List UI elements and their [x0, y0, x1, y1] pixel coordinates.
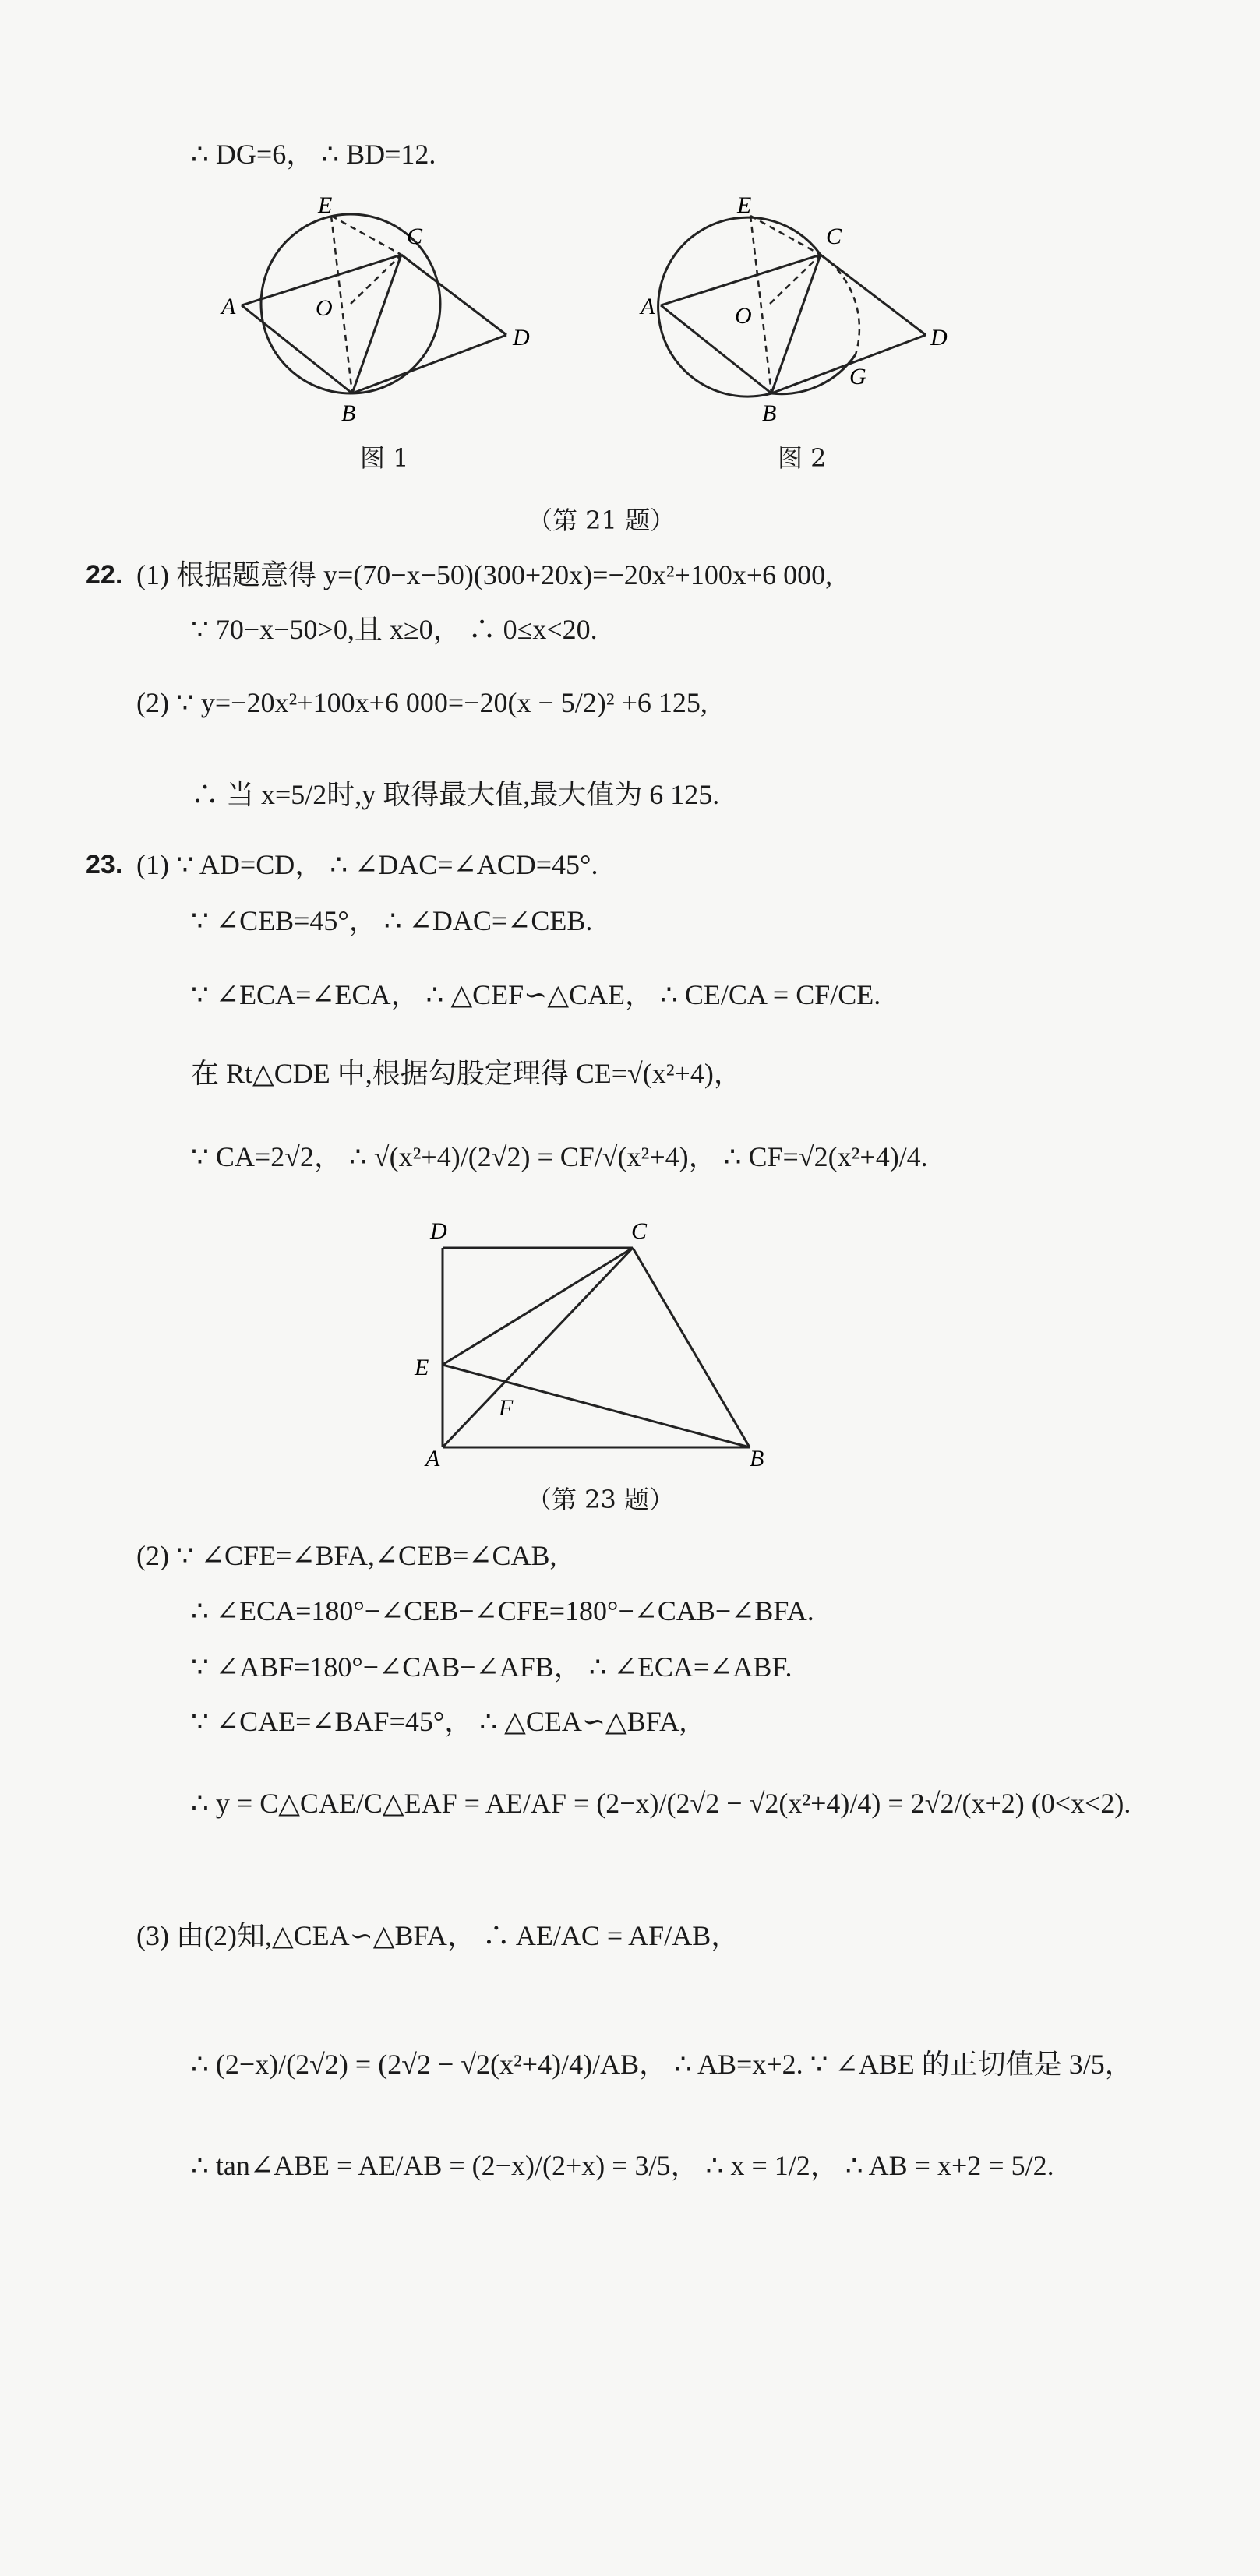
question-number-23: 23.	[86, 850, 123, 879]
q23-part2-line2: ∴ ∠ECA=180°−∠CEB−∠CFE=180°−∠CAB−∠BFA.	[191, 1595, 814, 1626]
q23-part2-line3: ∵ ∠ABF=180°−∠CAB−∠AFB， ∴ ∠ECA=∠ABF.	[191, 1651, 792, 1683]
point-O: O	[316, 295, 333, 321]
q23-part2-line5: ∴ y = C△CAE/C△EAF = AE/AF = (2−x)/(2√2 − √2(x²+4)/4) = 2√2/(x+2) (0<x<2).	[191, 1788, 1131, 1819]
q23-part1-line3: ∵ ∠ECA=∠ECA， ∴ △CEF∽△CAE， ∴ CE/CA = CF/CE.	[191, 979, 881, 1010]
q23-part1-line2: ∵ ∠CEB=45°， ∴ ∠DAC=∠CEB.	[191, 905, 593, 936]
figure-21-1	[221, 191, 553, 426]
point-B: B	[750, 1446, 764, 1471]
q23-part3-line3: ∴ tan∠ABE = AE/AB = (2−x)/(2+x) = 3/5， ∴ x = 1/2， ∴ AB = x+2 = 5/2.	[191, 2150, 1054, 2181]
point-A: A	[221, 294, 236, 319]
point-E: E	[415, 1355, 429, 1380]
point-F: F	[499, 1395, 514, 1421]
q22-part2-line1: (2) ∵ y=−20x²+100x+6 000=−20(x − 5/2)² +6 125,	[136, 687, 708, 718]
point-E: E	[318, 192, 333, 218]
figure-21-caption: （第 21 题）	[528, 506, 676, 535]
point-D: D	[430, 1218, 447, 1244]
figure-23	[413, 1215, 787, 1471]
question-number-22: 22.	[86, 560, 123, 590]
q23-part1-line1: (1) ∵ AD=CD， ∴ ∠DAC=∠ACD=45°.	[136, 849, 598, 880]
q23-part1-line5: ∵ CA=2√2， ∴ √(x²+4)/(2√2) = CF/√(x²+4)， ∴ CF=√2(x²+4)/4.	[191, 1141, 928, 1172]
point-O: O	[735, 303, 752, 329]
point-B: B	[762, 400, 777, 426]
point-B: B	[341, 400, 356, 426]
figure-1-label: 图 1	[360, 443, 409, 473]
figure-23-caption: （第 23 题）	[527, 1485, 675, 1514]
q22-part1-line1: (1) 根据题意得 y=(70−x−50)(300+20x)=−20x²+100x+6 000,	[136, 559, 833, 590]
solution-line: ∴ DG=6， ∴ BD=12.	[191, 139, 436, 170]
point-C: C	[631, 1218, 648, 1244]
q23-part2-line1: (2) ∵ ∠CFE=∠BFA,∠CEB=∠CAB,	[136, 1540, 557, 1571]
point-D: D	[930, 325, 948, 351]
q23-part3-line1: (3) 由(2)知,△CEA∽△BFA， ∴ AE/AC = AF/AB，	[136, 1920, 739, 1951]
q23-part1-line4: 在 Rt△CDE 中,根据勾股定理得 CE=√(x²+4)，	[191, 1058, 742, 1089]
q23-part2-line4: ∵ ∠CAE=∠BAF=45°， ∴ △CEA∽△BFA,	[191, 1706, 687, 1737]
q22-part2-line2: ∴ 当 x=5/2时,y 取得最大值,最大值为 6 125.	[191, 779, 720, 810]
point-D: D	[513, 325, 530, 351]
q22-part1-line2: ∵ 70−x−50>0,且 x≥0， ∴ 0≤x<20.	[191, 614, 598, 645]
figure-21-2	[641, 191, 972, 426]
point-E: E	[737, 192, 752, 218]
figure-2-label: 图 2	[778, 443, 827, 473]
point-A: A	[425, 1446, 440, 1471]
point-G: G	[849, 364, 866, 389]
q23-part3-line2: ∴ (2−x)/(2√2) = (2√2 − √2(x²+4)/4)/AB， ∴ AB=x+2. ∵ ∠ABE 的正切值是 3/5，	[191, 2049, 1133, 2080]
point-C: C	[407, 224, 423, 249]
point-C: C	[826, 224, 842, 249]
point-A: A	[641, 294, 655, 319]
